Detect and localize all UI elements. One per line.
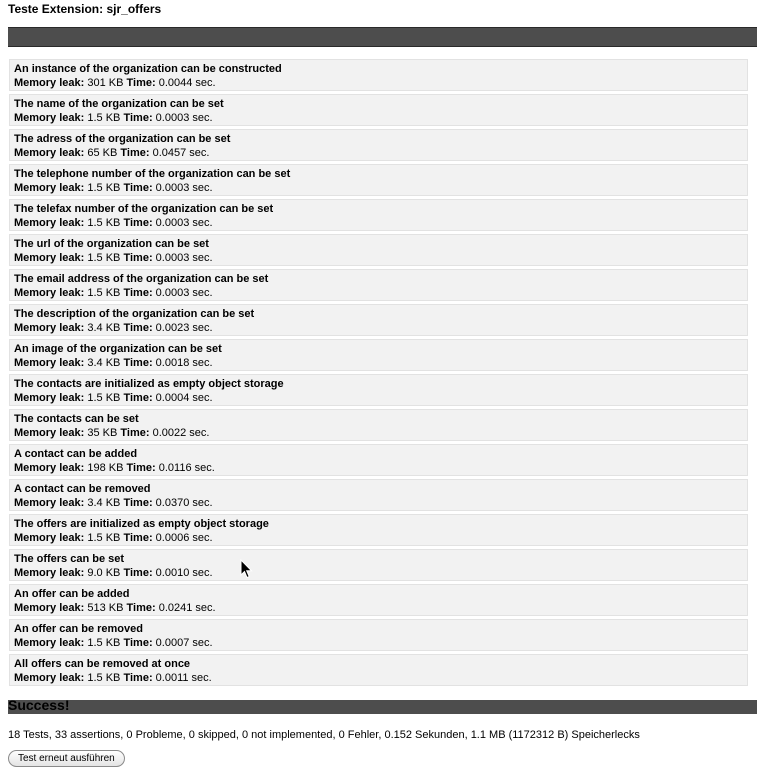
- mouse-pointer-icon: [240, 559, 254, 579]
- memory-leak-label: Memory leak:: [14, 427, 85, 439]
- test-title: The telephone number of the organization can be set: [14, 168, 291, 180]
- test-results-list: [9, 59, 748, 689]
- time-label: Time:: [123, 217, 153, 229]
- memory-leak-label: Memory leak:: [14, 672, 85, 684]
- test-metrics: [14, 391, 743, 405]
- test-result-row: [9, 409, 748, 441]
- test-title: The email address of the organization can be set: [14, 273, 269, 285]
- memory-leak-value: 3.4 KB: [87, 322, 121, 334]
- memory-leak-label: Memory leak:: [14, 182, 85, 194]
- memory-leak-label: Memory leak:: [14, 497, 85, 509]
- test-result-row: [9, 444, 748, 476]
- test-title: An offer can be removed: [14, 623, 143, 635]
- time-value: 0.0010 sec.: [155, 567, 213, 579]
- test-title: The adress of the organization can be set: [14, 133, 231, 145]
- test-title: An instance of the organization can be constructed: [14, 63, 282, 75]
- time-value: 0.0003 sec.: [155, 287, 213, 299]
- time-label: Time:: [123, 672, 153, 684]
- time-value: 0.0370 sec.: [155, 497, 213, 509]
- memory-leak-label: Memory leak:: [14, 252, 85, 264]
- time-value: 0.0018 sec.: [155, 357, 213, 369]
- test-result-row: [9, 654, 748, 686]
- memory-leak-value: 1.5 KB: [87, 392, 121, 404]
- test-title: An offer can be added: [14, 588, 130, 600]
- test-title: The description of the organization can be set: [14, 308, 255, 320]
- test-result-row: [9, 339, 748, 371]
- memory-leak-value: 35 KB: [87, 427, 118, 439]
- test-result-row: [9, 234, 748, 266]
- test-result-row: [9, 199, 748, 231]
- memory-leak-label: Memory leak:: [14, 357, 85, 369]
- memory-leak-label: Memory leak:: [14, 322, 85, 334]
- test-metrics: [14, 566, 743, 580]
- test-metrics: [14, 426, 743, 440]
- test-result-row: [9, 269, 748, 301]
- test-metrics: [14, 636, 743, 650]
- time-label: Time:: [120, 427, 150, 439]
- test-title: The contacts can be set: [14, 413, 139, 425]
- test-metrics: [14, 76, 743, 90]
- memory-leak-label: Memory leak:: [14, 392, 85, 404]
- time-value: 0.0022 sec.: [152, 427, 210, 439]
- test-result-row: [9, 479, 748, 511]
- time-label: Time:: [126, 77, 156, 89]
- memory-leak-value: 65 KB: [87, 147, 118, 159]
- time-value: 0.0011 sec.: [155, 672, 212, 684]
- memory-leak-label: Memory leak:: [14, 637, 85, 649]
- test-metrics: [14, 356, 743, 370]
- memory-leak-value: 1.5 KB: [87, 112, 121, 124]
- test-title: The offers can be set: [14, 553, 125, 565]
- time-label: Time:: [123, 637, 153, 649]
- test-title: The url of the organization can be set: [14, 238, 209, 250]
- test-result-row: [9, 59, 748, 91]
- memory-leak-value: 513 KB: [87, 602, 124, 614]
- time-label: Time:: [123, 287, 153, 299]
- time-value: 0.0023 sec.: [155, 322, 213, 334]
- memory-leak-value: 3.4 KB: [87, 497, 121, 509]
- test-result-row: [9, 164, 748, 196]
- time-label: Time:: [123, 252, 153, 264]
- time-label: Time:: [123, 567, 153, 579]
- time-label: Time:: [123, 322, 153, 334]
- time-value: 0.0003 sec.: [155, 252, 213, 264]
- test-metrics: [14, 216, 743, 230]
- memory-leak-label: Memory leak:: [14, 567, 85, 579]
- time-label: Time:: [123, 532, 153, 544]
- test-result-row: [9, 549, 748, 581]
- test-result-row: [9, 94, 748, 126]
- test-title: A contact can be removed: [14, 483, 151, 495]
- test-title: The contacts are initialized as empty object storage: [14, 378, 284, 390]
- memory-leak-value: 1.5 KB: [87, 532, 121, 544]
- test-metrics: [14, 146, 743, 160]
- time-value: 0.0116 sec.: [158, 462, 215, 474]
- test-metrics: [14, 321, 743, 335]
- test-metrics: [14, 531, 743, 545]
- test-metrics: [14, 461, 743, 475]
- memory-leak-value: 1.5 KB: [87, 287, 121, 299]
- time-label: Time:: [123, 112, 153, 124]
- memory-leak-value: 301 KB: [87, 77, 124, 89]
- test-metrics: [14, 111, 743, 125]
- memory-leak-label: Memory leak:: [14, 602, 85, 614]
- memory-leak-value: 1.5 KB: [87, 637, 121, 649]
- memory-leak-value: 1.5 KB: [87, 217, 121, 229]
- time-label: Time:: [123, 182, 153, 194]
- header-bar: [8, 27, 757, 47]
- test-result-row: [9, 129, 748, 161]
- memory-leak-value: 1.5 KB: [87, 252, 121, 264]
- result-status: Success!: [8, 697, 70, 713]
- memory-leak-label: Memory leak:: [14, 77, 85, 89]
- time-value: 0.0004 sec.: [155, 392, 213, 404]
- memory-leak-label: Memory leak:: [14, 462, 85, 474]
- result-summary: 18 Tests, 33 assertions, 0 Probleme, 0 skipped, 0 not implemented, 0 Fehler, 0.152 Sekunden, 1.1 MB (1172312 B) Speicherlecks: [8, 729, 640, 741]
- time-label: Time:: [123, 357, 153, 369]
- test-title: A contact can be added: [14, 448, 138, 460]
- test-metrics: [14, 601, 743, 615]
- test-title: The name of the organization can be set: [14, 98, 224, 110]
- memory-leak-label: Memory leak:: [14, 532, 85, 544]
- time-label: Time:: [126, 462, 156, 474]
- test-result-row: [9, 619, 748, 651]
- test-title: The telefax number of the organization can be set: [14, 203, 274, 215]
- memory-leak-label: Memory leak:: [14, 147, 85, 159]
- page-title: Teste Extension: sjr_offers: [8, 2, 162, 16]
- time-label: Time:: [126, 602, 156, 614]
- rerun-tests-button[interactable]: Test erneut ausführen: [8, 750, 125, 767]
- memory-leak-value: 198 KB: [87, 462, 124, 474]
- memory-leak-label: Memory leak:: [14, 112, 85, 124]
- time-value: 0.0003 sec.: [155, 217, 213, 229]
- test-result-row: [9, 304, 748, 336]
- test-metrics: [14, 496, 743, 510]
- time-label: Time:: [123, 497, 153, 509]
- result-bar: [8, 697, 757, 714]
- test-result-row: [9, 584, 748, 616]
- memory-leak-label: Memory leak:: [14, 217, 85, 229]
- time-value: 0.0003 sec.: [155, 112, 213, 124]
- test-metrics: [14, 286, 743, 300]
- time-value: 0.0044 sec.: [158, 77, 216, 89]
- test-title: The offers are initialized as empty object storage: [14, 518, 269, 530]
- time-value: 0.0006 sec.: [155, 532, 213, 544]
- test-result-row: [9, 514, 748, 546]
- memory-leak-value: 1.5 KB: [87, 672, 121, 684]
- test-metrics: [14, 671, 743, 685]
- time-label: Time:: [120, 147, 150, 159]
- memory-leak-value: 3.4 KB: [87, 357, 121, 369]
- time-value: 0.0457 sec.: [152, 147, 210, 159]
- memory-leak-value: 9.0 KB: [87, 567, 121, 579]
- memory-leak-label: Memory leak:: [14, 287, 85, 299]
- test-title: All offers can be removed at once: [14, 658, 191, 670]
- test-metrics: [14, 181, 743, 195]
- time-value: 0.0007 sec.: [155, 637, 213, 649]
- time-value: 0.0241 sec.: [158, 602, 216, 614]
- time-label: Time:: [123, 392, 153, 404]
- test-title: An image of the organization can be set: [14, 343, 222, 355]
- time-value: 0.0003 sec.: [155, 182, 213, 194]
- test-metrics: [14, 251, 743, 265]
- test-result-row: [9, 374, 748, 406]
- memory-leak-value: 1.5 KB: [87, 182, 121, 194]
